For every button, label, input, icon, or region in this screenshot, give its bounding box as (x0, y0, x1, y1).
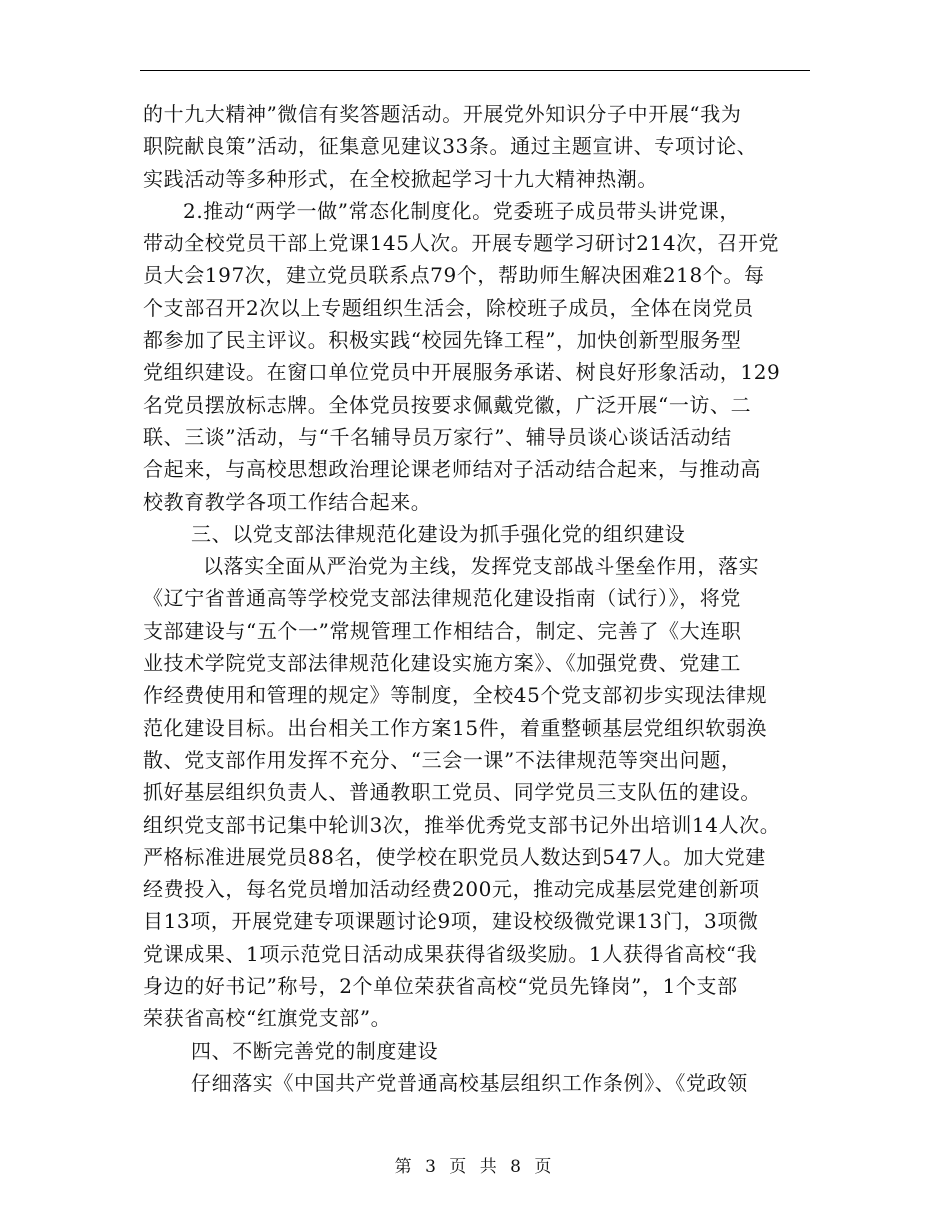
text-line: 党组织建设。在窗口单位党员中开展服务承诺、树良好形象活动，129 (143, 360, 781, 385)
text-line: 严格标准进展党员88名，使学校在职党员人数达到547人。加大党建 (143, 844, 766, 869)
text-line: 《辽宁省普通高等学校党支部法律规范化建设指南（试行）》，将党 (143, 586, 741, 611)
text-line: 散、党支部作用发挥不充分、“三会一课”不法律规范等突出问题， (143, 747, 742, 772)
text-line: 实践活动等多种形式，在全校掀起学习十九大精神热潮。 (143, 166, 658, 191)
text-line: 三、以党支部法律规范化建设为抓手强化党的组织建设 (191, 521, 686, 546)
text-line: 2.推动“两学一做”常态化制度化。党委班子成员带头讲党课， (183, 198, 740, 223)
text-line: 目13项，开展党建专项课题讨论9项，建设校级微党课13门，3项微 (143, 909, 759, 934)
text-line: 组织党支部书记集中轮训3次，推举优秀党支部书记外出培训14人次。 (143, 812, 781, 837)
page-footer: 第 3 页 共 8 页 (394, 1157, 556, 1177)
text-line: 校教育教学各项工作结合起来。 (143, 489, 432, 514)
text-line: 个支部召开2次以上专题组织生活会，除校班子成员，全体在岗党员 (143, 295, 754, 320)
text-line: 经费投入，每名党员增加活动经费200元，推动完成基层党建创新项 (143, 877, 760, 902)
text-line: 的十九大精神”微信有奖答题活动。开展党外知识分子中开展“我为 (143, 102, 742, 126)
text-line: 都参加了民主评议。积极实践“校园先锋工程”，加快创新型服务型 (143, 328, 742, 353)
text-line: 名党员摆放标志牌。全体党员按要求佩戴党徽，广泛开展“一访、二 (143, 392, 752, 417)
text-line: 荣获省高校“红旗党支部”。 (143, 1006, 392, 1031)
text-line: 作经费使用和管理的规定》等制度，全校45个党支部初步实现法律规 (143, 683, 768, 708)
document-body (143, 98, 810, 1099)
text-line: 职院献良策”活动，征集意见建议33条。通过主题宣讲、专项讨论、 (143, 134, 758, 159)
text-line: 抓好基层组织负责人、普通教职工党员、同学党员三支队伍的建设。 (143, 780, 761, 805)
text-line: 范化建设目标。出台相关工作方案15件，着重整顿基层党组织软弱涣 (143, 715, 768, 740)
text-line: 员大会197次，建立党员联系点79个，帮助师生解决困难218个。每 (143, 263, 765, 288)
text-line: 身边的好书记”称号，2个单位荣获省高校“党员先锋岗”，1个支部 (143, 974, 738, 999)
header-rule (140, 70, 810, 71)
text-line: 以落实全面从严治党为主线，发挥党支部战斗堡垒作用，落实 (203, 554, 760, 579)
text-line: 业技术学院党支部法律规范化建设实施方案》、《加强党费、党建工 (143, 651, 741, 676)
text-line: 四、不断完善党的制度建设 (191, 1038, 439, 1063)
text-line: 支部建设与“五个一”常规管理工作相结合，制定、完善了《大连职 (143, 618, 742, 643)
text-line: 党课成果、1项示范党日活动成果获得省级奖励。1人获得省高校“我 (143, 941, 758, 966)
text-line: 带动全校党员干部上党课145人次。开展专题学习研讨214次，召开党 (143, 231, 780, 256)
text-line: 联、三谈”活动，与“千名辅导员万家行”、辅导员谈心谈话活动结 (143, 424, 732, 449)
text-line: 合起来，与高校思想政治理论课老师结对子活动结合起来，与推动高 (143, 457, 761, 482)
text-line: 仔细落实《中国共产党普通高校基层组织工作条例》、《党政领 (191, 1070, 748, 1095)
